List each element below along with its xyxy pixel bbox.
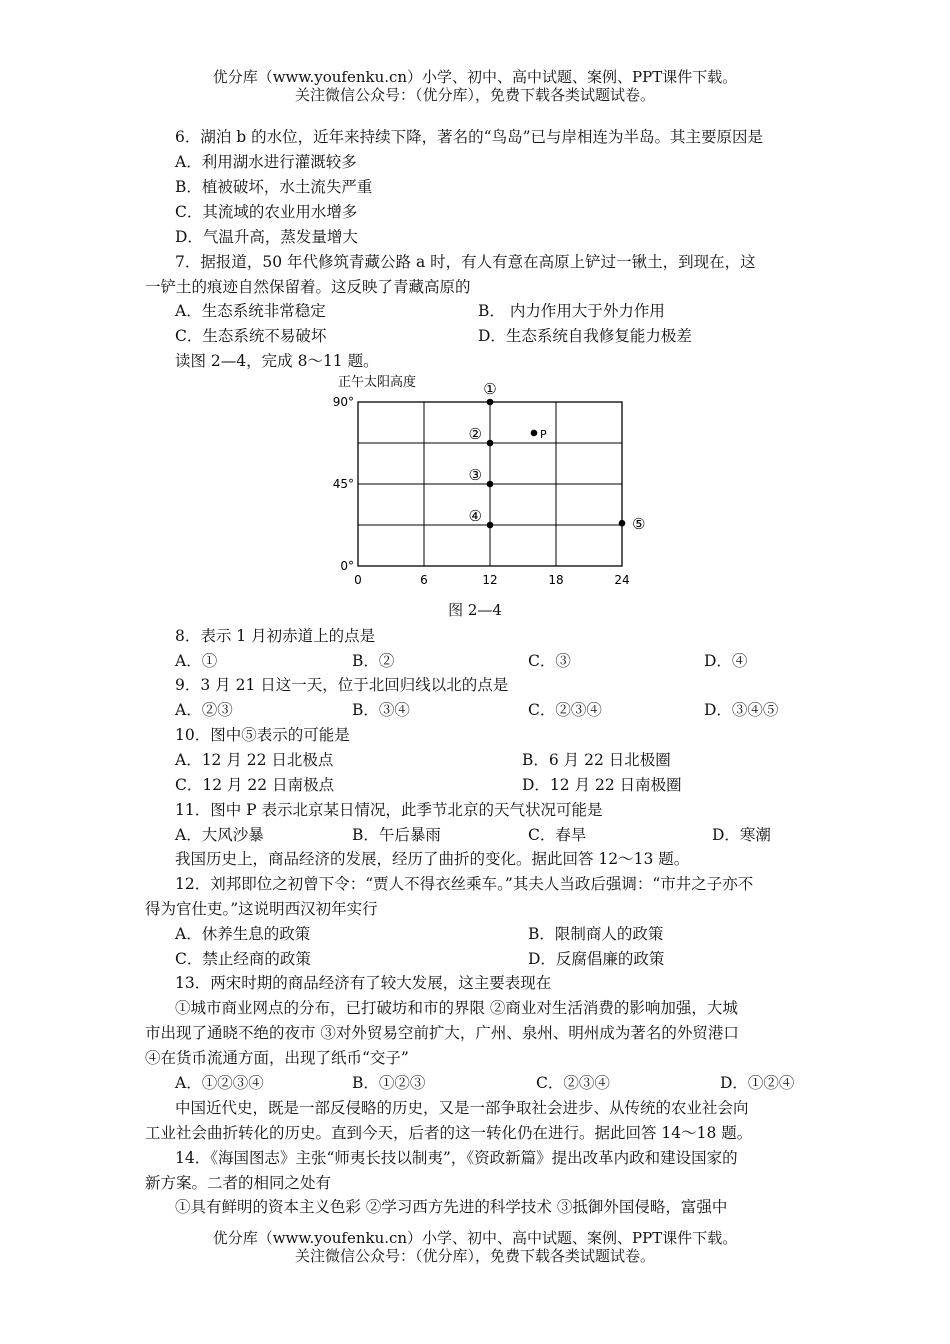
data-point [487, 399, 494, 406]
q8-option-d: D．④ [704, 652, 748, 670]
footer-line-2: 关注微信公众号：（优分库），免费下载各类试题试卷。 [294, 1247, 655, 1265]
q11-option-d: D．寒潮 [712, 826, 771, 844]
data-point-label: ④ [468, 507, 482, 525]
q12-option-b: B．限制商人的政策 [528, 925, 664, 943]
q6-option-c: C．其流域的农业用水增多 [175, 203, 358, 221]
data-point-label: P [540, 427, 547, 441]
q10-option-b: B．6 月 22 日北极圈 [522, 751, 671, 769]
q10-option-c: C．12 月 22 日南极点 [175, 776, 335, 794]
x-tick-label: 12 [482, 573, 498, 587]
q8-stem: 8．表示 1 月初赤道上的点是 [175, 627, 376, 645]
header-line-1: 优分库（www.youfenku.cn）小学、初中、高中试题、案例、PPT课件下载。 [212, 68, 738, 86]
q9-stem: 9．3 月 21 日这一天，位于北回归线以北的点是 [175, 676, 509, 694]
q10-stem: 10．图中⑤表示的可能是 [175, 726, 350, 744]
q12-option-c: C．禁止经商的政策 [175, 950, 311, 968]
y-axis-label: 正午太阳高度 [338, 375, 417, 390]
q8-option-b: B．② [352, 652, 395, 670]
intro-14-18-line-2: 工业社会曲折转化的历史。直到今天，后者的这一转化仍在进行。据此回答 14～18 题。 [145, 1124, 753, 1142]
q6-stem: 6．湖泊 b 的水位，近年来持续下降，著名的“鸟岛”已与岸相连为半岛。其主要原因是 [175, 128, 763, 146]
data-point [487, 440, 494, 447]
q11-stem: 11．图中 P 表示北京某日情况，此季节北京的天气状况可能是 [175, 801, 603, 819]
q7-stem-1: 7．据报道，50 年代修筑青藏公路 a 时，有人有意在高原上铲过一锹土，到现在，这 [175, 253, 756, 271]
q14-body-1: ①具有鲜明的资本主义色彩 ②学习西方先进的科学技术 ③抵御外国侵略，富强中 [175, 1198, 728, 1216]
q12-option-d: D．反腐倡廉的政策 [528, 950, 665, 968]
q12-stem-1: 12．刘邦即位之初曾下令：“贾人不得衣丝乘车。”其夫人当政后强调：“市井之子亦不 [175, 875, 754, 893]
data-point [487, 522, 494, 529]
q11-option-c: C．春旱 [528, 826, 587, 844]
y-tick-label: 90° [332, 395, 354, 409]
q9-option-a: A．②③ [175, 701, 233, 719]
q6-option-b: B．植被破坏，水土流失严重 [175, 178, 373, 196]
q14-stem-1: 14．《海国图志》主张“师夷长技以制夷”，《资政新篇》提出改革内政和建设国家的 [175, 1149, 738, 1167]
data-point-label: ③ [468, 466, 482, 484]
q13-option-b: B．①②③ [352, 1074, 426, 1092]
q13-body-1: ①城市商业网点的分布，已打破坊和市的界限 ②商业对生活消费的影响加强，大城 [175, 999, 738, 1017]
q13-stem: 13．两宋时期的商品经济有了较大发展，这主要表现在 [175, 974, 552, 992]
intro-14-18-line-1: 中国近代史，既是一部反侵略的历史，又是一部争取社会进步、从传统的农业社会向 [175, 1099, 749, 1117]
data-point [619, 520, 626, 527]
figure-2-4-chart [320, 372, 660, 594]
q12-option-a: A．休养生息的政策 [175, 925, 311, 943]
footer-line-1: 优分库（www.youfenku.cn）小学、初中、高中试题、案例、PPT课件下载。 [212, 1229, 738, 1247]
page-footer [0, 1229, 950, 1265]
header-line-2: 关注微信公众号：（优分库），免费下载各类试题试卷。 [294, 86, 655, 104]
y-tick-label: 45° [332, 477, 354, 491]
q10-option-d: D．12 月 22 日南极圈 [522, 776, 682, 794]
intro-12-13: 我国历史上，商品经济的发展，经历了曲折的变化。据此回答 12～13 题。 [175, 850, 690, 868]
x-tick-label: 18 [548, 573, 564, 587]
q9-option-c: C．②③④ [528, 701, 602, 719]
q7-stem-2: 一铲土的痕迹自然保留着。这反映了青藏高原的 [145, 278, 471, 296]
q10-option-a: A．12 月 22 日北极点 [175, 751, 334, 769]
q13-option-a: A．①②③④ [175, 1074, 264, 1092]
y-tick-label: 0° [340, 559, 354, 573]
figure-caption: 图 2—4 [448, 601, 502, 619]
q6-option-a: A．利用湖水进行灌溉较多 [175, 153, 357, 171]
data-point-label: ② [468, 425, 482, 443]
q13-option-c: C．②③④ [536, 1074, 610, 1092]
q8-option-c: C．③ [528, 652, 571, 670]
q13-body-2: 市出现了通晓不绝的夜市 ③对外贸易空前扩大，广州、泉州、明州成为著名的外贸港口 [145, 1024, 739, 1042]
data-point [487, 481, 494, 488]
x-tick-label: 0 [354, 573, 362, 587]
chart-points [469, 380, 646, 533]
q12-stem-2: 得为官仕吏。”这说明西汉初年实行 [145, 900, 378, 918]
q13-body-3: ④在货币流通方面，出现了纸币“交子” [145, 1049, 409, 1067]
data-point-label: ⑤ [632, 515, 646, 534]
intro-8-11: 读图 2—4，完成 8～11 题。 [175, 352, 379, 370]
q7-option-a: A．生态系统非常稳定 [175, 302, 326, 320]
q6-option-d: D．气温升高，蒸发量增大 [175, 228, 358, 246]
q7-option-c: C．生态系统不易破坏 [175, 327, 327, 345]
x-tick-label: 6 [420, 573, 428, 587]
q9-option-b: B．③④ [352, 701, 410, 719]
q14-stem-2: 新方案。二者的相同之处有 [145, 1174, 332, 1192]
x-tick-label: 24 [614, 573, 630, 587]
q11-option-b: B．午后暴雨 [352, 826, 441, 844]
page-header [0, 68, 950, 104]
q7-option-d: D．生态系统自我修复能力极差 [478, 327, 692, 345]
q11-option-a: A．大风沙暴 [175, 826, 264, 844]
data-point [531, 430, 538, 437]
q8-option-a: A．① [175, 652, 218, 670]
q13-option-d: D．①②④ [720, 1074, 795, 1092]
q7-option-b: B． 内力作用大于外力作用 [478, 302, 665, 320]
q9-option-d: D．③④⑤ [704, 701, 779, 719]
chart-ticks [333, 395, 630, 587]
data-point-label: ① [483, 380, 497, 398]
